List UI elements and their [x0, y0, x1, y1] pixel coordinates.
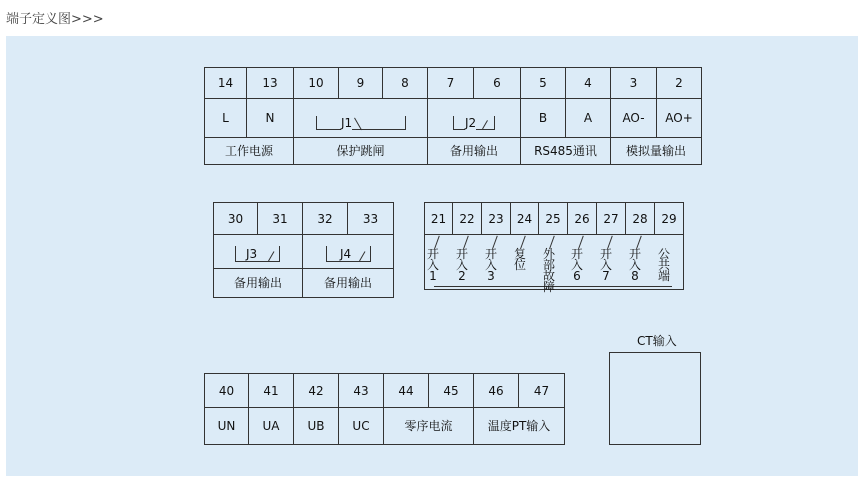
terminal-number: 27	[596, 202, 626, 235]
group-label: 备用输出	[302, 268, 394, 298]
input-label: 开 入 1	[426, 247, 439, 283]
input-label: 开 入 6	[570, 247, 583, 283]
group-label: 备用输出	[427, 137, 521, 165]
terminal-number: 4	[565, 67, 611, 99]
signal-cell: UA	[248, 407, 294, 445]
terminal-diagram-panel	[6, 36, 858, 476]
terminal-number: 28	[625, 202, 655, 235]
relay-label-j3: J3	[246, 247, 258, 261]
terminal-number: 3	[610, 67, 657, 99]
group-label: RS485通讯	[520, 137, 611, 165]
j1-contact-line	[316, 116, 317, 130]
signal-cell: B	[520, 98, 566, 138]
input-label: 开 入 7	[599, 247, 612, 283]
signal-cell: L	[204, 98, 247, 138]
relay-j1-cell	[293, 98, 428, 138]
signal-cell: UC	[338, 407, 384, 445]
signal-cell: 零序电流	[383, 407, 474, 445]
terminal-number: 44	[383, 373, 429, 408]
terminal-number: 30	[213, 202, 258, 235]
j3-contact-line	[235, 246, 236, 262]
signal-cell: AO+	[656, 98, 702, 138]
terminal-number: 6	[473, 67, 521, 99]
page-heading: 端子定义图>>>	[6, 12, 104, 27]
terminal-number: 47	[518, 373, 565, 408]
signal-cell: UN	[204, 407, 249, 445]
terminal-number: 45	[428, 373, 474, 408]
input-label: 开 入 8	[628, 247, 641, 283]
terminal-number: 8	[382, 67, 428, 99]
group-label: 保护跳闸	[293, 137, 428, 165]
signal-cell: UB	[293, 407, 339, 445]
terminal-number: 13	[246, 67, 294, 99]
ct-input-label: CT输入	[637, 334, 677, 348]
input-label: 开 入 2	[455, 247, 468, 283]
terminal-number: 7	[427, 67, 474, 99]
j3-contact-line	[235, 261, 280, 262]
input-label: 开 入 3	[484, 247, 497, 283]
input-label: 公 共 端	[657, 247, 670, 283]
j4-contact-line	[370, 246, 371, 262]
terminal-number: 21	[424, 202, 453, 235]
input-label: 复 位	[513, 247, 526, 272]
j4-contact-line	[326, 261, 371, 262]
terminal-number: 42	[293, 373, 339, 408]
signal-cell: 温度PT输入	[473, 407, 565, 445]
j3-contact-line	[279, 246, 280, 262]
terminal-number: 5	[520, 67, 566, 99]
ct-input-box	[609, 352, 701, 445]
relay-label-j4: J4	[340, 247, 352, 261]
relay-label-j1: J1	[341, 116, 353, 130]
terminal-number: 32	[302, 202, 348, 235]
terminal-number: 23	[481, 202, 511, 235]
group-label: 模拟量输出	[610, 137, 702, 165]
terminal-number: 46	[473, 373, 519, 408]
terminal-number: 14	[204, 67, 247, 99]
input-label: 外 部 故 障	[542, 247, 555, 294]
terminal-number: 2	[656, 67, 702, 99]
signal-cell: AO-	[610, 98, 657, 138]
relay-label-j2: J2	[465, 116, 477, 130]
signal-cell: A	[565, 98, 611, 138]
j2-contact-line	[494, 116, 495, 130]
terminal-number: 41	[248, 373, 294, 408]
j1-contact-line	[405, 116, 406, 130]
group-label: 工作电源	[204, 137, 294, 165]
signal-cell: N	[246, 98, 294, 138]
terminal-number: 33	[347, 202, 394, 235]
group-label: 备用输出	[213, 268, 303, 298]
terminal-number: 24	[510, 202, 539, 235]
terminal-number: 22	[452, 202, 482, 235]
terminal-number: 26	[567, 202, 597, 235]
j2-contact-line	[453, 116, 454, 130]
terminal-number: 10	[293, 67, 339, 99]
terminal-number: 29	[654, 202, 684, 235]
j4-contact-line	[326, 246, 327, 262]
terminal-number: 25	[538, 202, 568, 235]
terminal-number: 9	[338, 67, 383, 99]
relay-j3-cell	[213, 234, 303, 269]
terminal-number: 31	[257, 202, 303, 235]
terminal-number: 43	[338, 373, 384, 408]
terminal-number: 40	[204, 373, 249, 408]
